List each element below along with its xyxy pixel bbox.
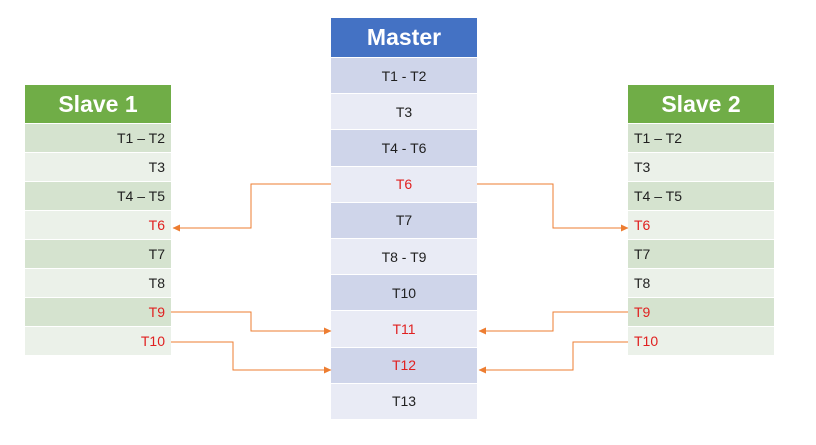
arrow-slave2-t9-to-master-t11 xyxy=(479,312,628,331)
slave1-row: T8 xyxy=(25,268,171,297)
slave1-row: T10 xyxy=(25,326,171,355)
master-row: T1 - T2 xyxy=(331,57,477,93)
slave1-row: T3 xyxy=(25,152,171,181)
arrow-slave2-t10-to-master-t12 xyxy=(479,342,628,370)
master-row: T6 xyxy=(331,166,477,202)
slave1-row: T7 xyxy=(25,239,171,268)
master-row: T10 xyxy=(331,274,477,310)
master-header: Master xyxy=(331,18,477,57)
master-row: T8 - T9 xyxy=(331,238,477,274)
master-row: T7 xyxy=(331,202,477,238)
arrow-slave1-t10-to-master-t12 xyxy=(171,342,331,370)
slave2-row: T10 xyxy=(628,326,774,355)
slave2-row: T7 xyxy=(628,239,774,268)
slave1-row: T1 – T2 xyxy=(25,123,171,152)
slave2-header: Slave 2 xyxy=(628,85,774,123)
slave1-row: T6 xyxy=(25,210,171,239)
slave2-row: T1 – T2 xyxy=(628,123,774,152)
master-row: T4 - T6 xyxy=(331,129,477,165)
slave1-header: Slave 1 xyxy=(25,85,171,123)
master-row: T3 xyxy=(331,93,477,129)
master-row: T11 xyxy=(331,310,477,346)
arrow-master-t6-to-slave2-t6 xyxy=(477,184,628,228)
slave2-row: T6 xyxy=(628,210,774,239)
arrow-master-t6-to-slave1-t6 xyxy=(173,184,331,228)
slave2-row: T8 xyxy=(628,268,774,297)
slave2-row: T3 xyxy=(628,152,774,181)
slave1-row: T4 – T5 xyxy=(25,181,171,210)
slave1-row: T9 xyxy=(25,297,171,326)
arrow-slave1-t9-to-master-t11 xyxy=(171,312,331,331)
master-row: T13 xyxy=(331,383,477,419)
master-row: T12 xyxy=(331,347,477,383)
slave2-row: T4 – T5 xyxy=(628,181,774,210)
slave2-row: T9 xyxy=(628,297,774,326)
